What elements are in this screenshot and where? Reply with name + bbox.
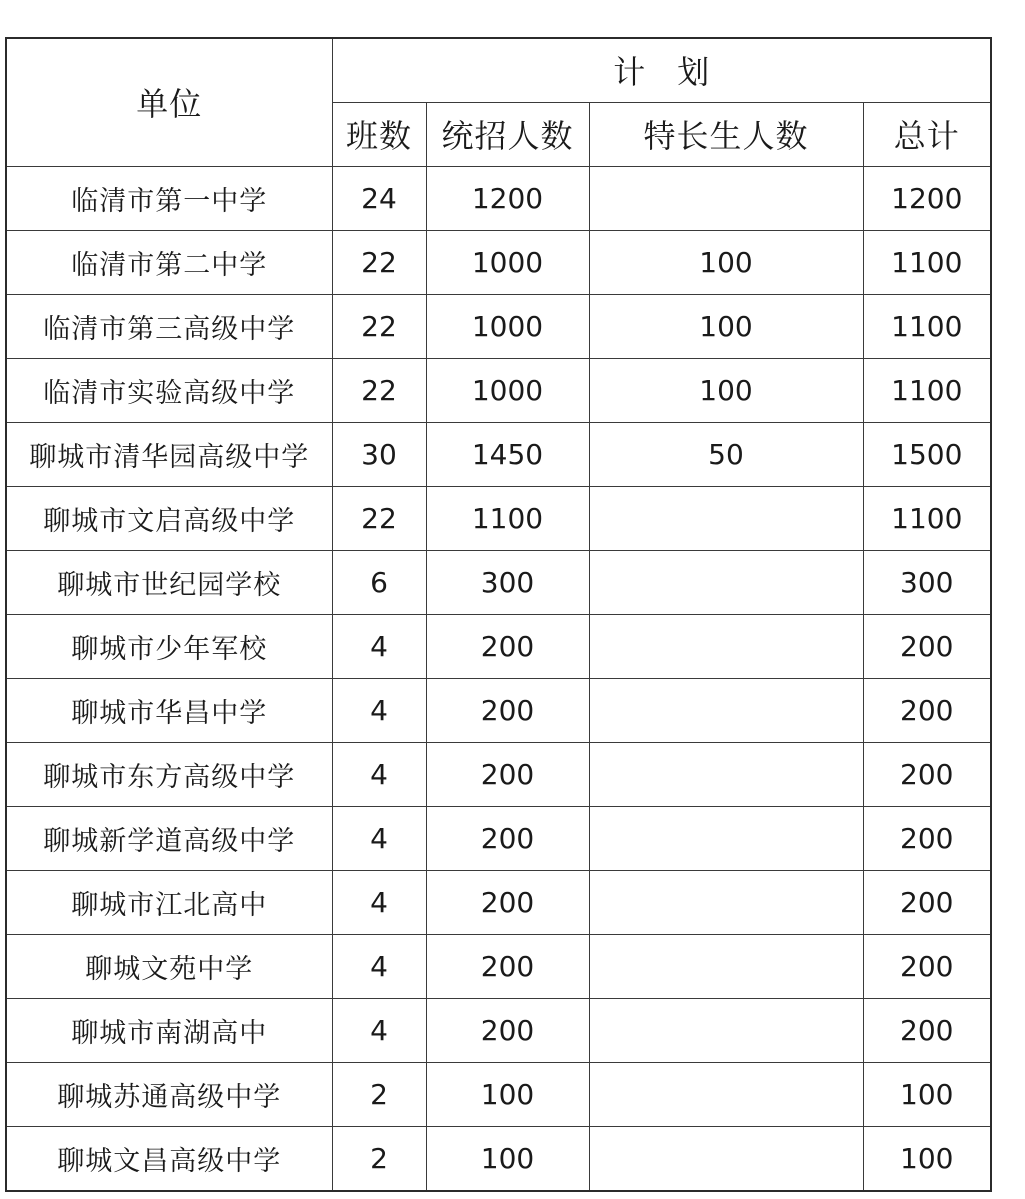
cell-classes: 4 (332, 743, 426, 807)
cell-total: 200 (863, 935, 991, 999)
cell-total: 1500 (863, 422, 991, 486)
cell-classes: 4 (332, 999, 426, 1063)
table-row (6, 486, 991, 550)
table-row (6, 935, 991, 999)
cell-unit: 聊城市江北高中 (6, 871, 332, 935)
cell-special (589, 550, 863, 614)
table-row (6, 614, 991, 678)
table-row (6, 999, 991, 1063)
table-row (6, 743, 991, 807)
cell-unified: 200 (426, 935, 589, 999)
cell-total: 200 (863, 679, 991, 743)
cell-unified: 100 (426, 1127, 589, 1191)
cell-classes: 22 (332, 358, 426, 422)
table-row (6, 679, 991, 743)
cell-unified: 300 (426, 550, 589, 614)
cell-classes: 2 (332, 1127, 426, 1191)
cell-unit: 聊城市华昌中学 (6, 679, 332, 743)
cell-classes: 22 (332, 294, 426, 358)
table-row (6, 166, 991, 230)
cell-unified: 1200 (426, 166, 589, 230)
cell-total: 1100 (863, 486, 991, 550)
cell-special (589, 807, 863, 871)
table-body (6, 166, 991, 1191)
cell-classes: 24 (332, 166, 426, 230)
cell-special: 50 (589, 422, 863, 486)
table-row (6, 358, 991, 422)
cell-unified: 1100 (426, 486, 589, 550)
cell-unified: 200 (426, 743, 589, 807)
header-row-top (6, 38, 991, 102)
cell-classes: 4 (332, 871, 426, 935)
cell-unified: 200 (426, 614, 589, 678)
cell-special (589, 1127, 863, 1191)
cell-unit: 聊城市东方高级中学 (6, 743, 332, 807)
cell-unit: 聊城市文启高级中学 (6, 486, 332, 550)
cell-unit: 聊城新学道高级中学 (6, 807, 332, 871)
cell-special: 100 (589, 358, 863, 422)
cell-special (589, 743, 863, 807)
cell-special (589, 871, 863, 935)
cell-classes: 4 (332, 935, 426, 999)
table-row (6, 422, 991, 486)
table-row (6, 550, 991, 614)
table-row (6, 230, 991, 294)
cell-classes: 2 (332, 1063, 426, 1127)
cell-total: 1100 (863, 294, 991, 358)
header-plan: 计 划 (332, 38, 991, 102)
cell-unit: 临清市实验高级中学 (6, 358, 332, 422)
header-classes: 班数 (332, 102, 426, 166)
header-unit: 单位 (6, 38, 332, 166)
cell-unit: 聊城市清华园高级中学 (6, 422, 332, 486)
table-row (6, 294, 991, 358)
cell-unit: 聊城市少年军校 (6, 614, 332, 678)
cell-unified: 1000 (426, 294, 589, 358)
cell-total: 1200 (863, 166, 991, 230)
cell-unified: 100 (426, 1063, 589, 1127)
table-row (6, 1127, 991, 1191)
cell-special (589, 1063, 863, 1127)
cell-total: 200 (863, 871, 991, 935)
cell-special: 100 (589, 230, 863, 294)
cell-total: 200 (863, 743, 991, 807)
header-special: 特长生人数 (589, 102, 863, 166)
cell-classes: 6 (332, 550, 426, 614)
cell-unified: 200 (426, 679, 589, 743)
cell-unit: 临清市第二中学 (6, 230, 332, 294)
cell-special (589, 614, 863, 678)
cell-unit: 聊城市南湖高中 (6, 999, 332, 1063)
cell-classes: 4 (332, 614, 426, 678)
cell-total: 200 (863, 614, 991, 678)
cell-special (589, 679, 863, 743)
cell-unified: 1000 (426, 358, 589, 422)
cell-total: 100 (863, 1127, 991, 1191)
enrollment-plan-table (5, 37, 992, 1192)
cell-classes: 4 (332, 807, 426, 871)
table-header (6, 38, 991, 166)
cell-total: 1100 (863, 358, 991, 422)
cell-unit: 聊城市世纪园学校 (6, 550, 332, 614)
table-row (6, 871, 991, 935)
table-row (6, 1063, 991, 1127)
cell-classes: 22 (332, 230, 426, 294)
cell-special (589, 486, 863, 550)
cell-special (589, 166, 863, 230)
cell-special (589, 999, 863, 1063)
cell-total: 200 (863, 807, 991, 871)
cell-unit: 聊城文苑中学 (6, 935, 332, 999)
cell-classes: 22 (332, 486, 426, 550)
cell-unified: 200 (426, 999, 589, 1063)
cell-unified: 200 (426, 807, 589, 871)
cell-unified: 1450 (426, 422, 589, 486)
table-row (6, 807, 991, 871)
header-total: 总计 (863, 102, 991, 166)
cell-total: 100 (863, 1063, 991, 1127)
cell-special (589, 935, 863, 999)
cell-unit: 聊城苏通高级中学 (6, 1063, 332, 1127)
cell-total: 300 (863, 550, 991, 614)
cell-total: 1100 (863, 230, 991, 294)
cell-unit: 临清市第三高级中学 (6, 294, 332, 358)
cell-special: 100 (589, 294, 863, 358)
cell-total: 200 (863, 999, 991, 1063)
cell-classes: 30 (332, 422, 426, 486)
cell-unified: 1000 (426, 230, 589, 294)
cell-unit: 聊城文昌高级中学 (6, 1127, 332, 1191)
header-unified: 统招人数 (426, 102, 589, 166)
cell-unit: 临清市第一中学 (6, 166, 332, 230)
cell-classes: 4 (332, 679, 426, 743)
cell-unified: 200 (426, 871, 589, 935)
